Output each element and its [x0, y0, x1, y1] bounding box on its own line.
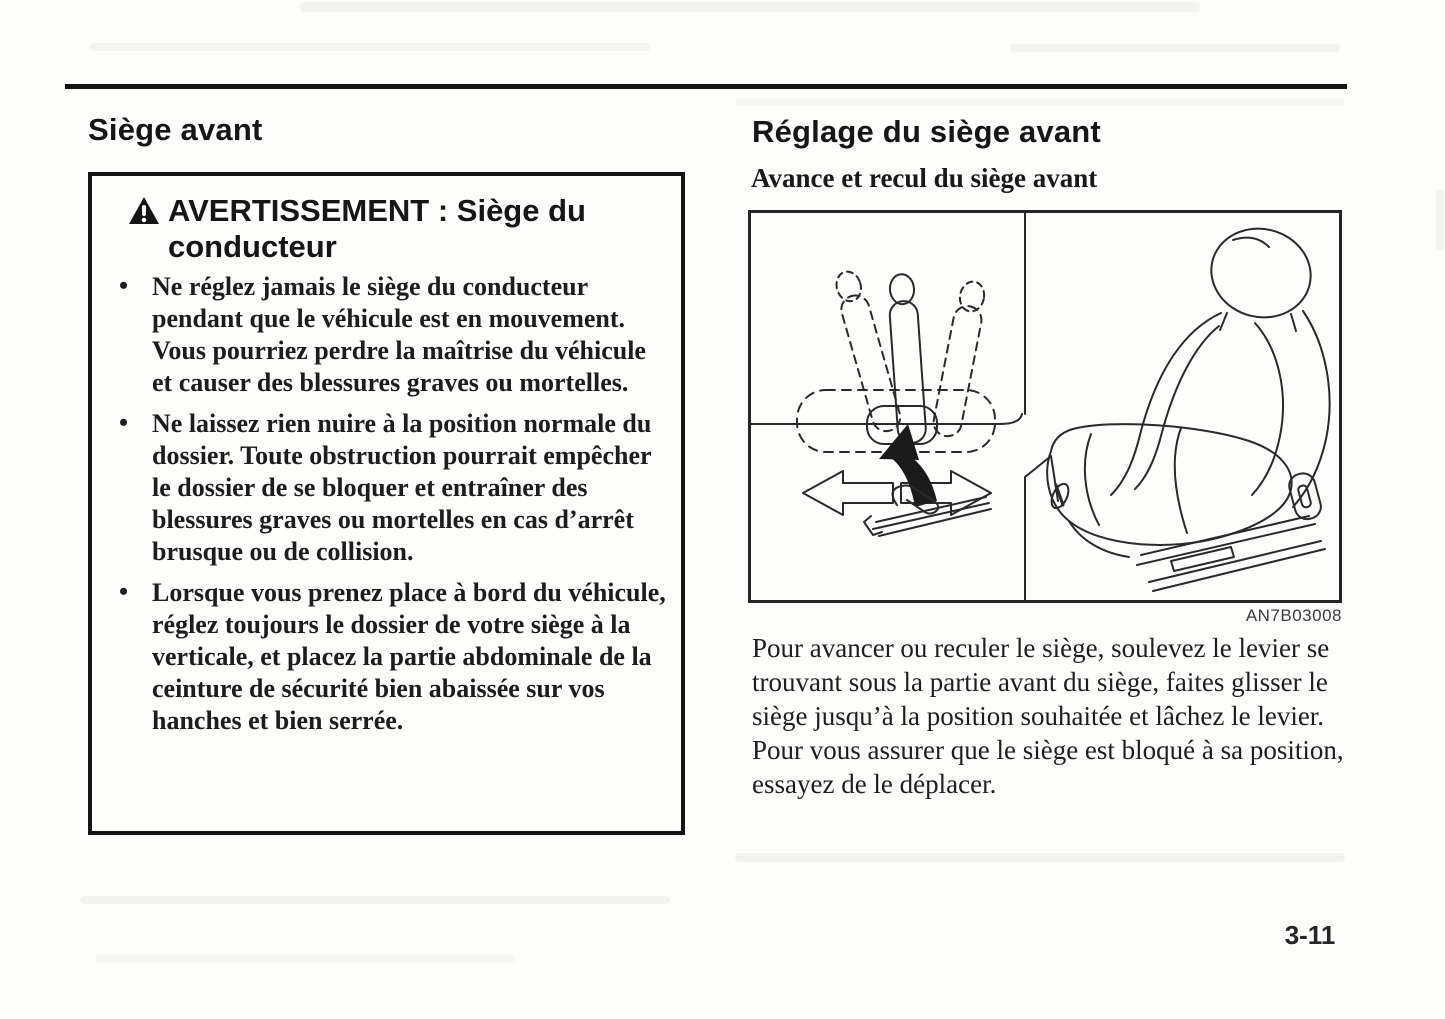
warning-bullet: • Ne réglez jamais le siège du conducteur pendant que le véhicule est en mouvement. Vous pourriez perdre la maîtrise du véhicule et causer des blessures graves ou mortelles.: [92, 271, 667, 399]
section-heading-siege-avant: Siège avant: [88, 112, 263, 147]
scan-artifact: [735, 99, 1345, 106]
seat-adjustment-illustration: [751, 213, 1339, 600]
page-number: 3-11: [1284, 920, 1336, 950]
warning-title-line1: AVERTISSEMENT : Siège du: [168, 193, 586, 228]
scan-artifact: [1436, 190, 1444, 250]
scan-artifact: [1010, 44, 1340, 52]
warning-title: [128, 193, 671, 265]
warning-title-line2: conducteur: [168, 229, 337, 264]
warning-bullet: • Lorsque vous prenez place à bord du véhicule, réglez toujours le dossier de votre siège à la verticale, et placez la partie abdominale de la ceinture de sécurité bien abaissée sur vos hanches et bien serrée.: [92, 577, 667, 737]
warning-bullet: • Ne laissez rien nuire à la position normale du dossier. Toute obstruction pourrait empêcher le dossier de se bloquer et entraîner des blessures graves ou mortelles en cas d’arrêt brusque ou de collision.: [92, 408, 667, 568]
figure-caption: AN7B03008: [1245, 606, 1342, 625]
scan-artifact: [300, 2, 1200, 12]
scan-artifact: [735, 853, 1345, 862]
scan-artifact: [95, 955, 515, 963]
page-top-rule: [65, 84, 1347, 89]
warning-bullet-list: [92, 271, 681, 737]
car-seat-drawing: [1047, 218, 1329, 591]
seat-adjustment-figure: [748, 210, 1342, 603]
lever-lift-diagram: [864, 424, 991, 536]
warning-triangle-icon: [128, 196, 160, 234]
warning-title-text: [168, 193, 586, 265]
section-heading-reglage: Réglage du siège avant: [752, 114, 1101, 149]
scan-artifact: [90, 43, 650, 51]
figure-subheading: Avance et recul du siège avant: [751, 163, 1098, 193]
warning-box: [88, 172, 685, 835]
scan-artifact: [80, 896, 670, 904]
adjustment-instructions-paragraph: Pour avancer ou reculer le siège, soulevez le levier se trouvant sous la partie avant du siège, faites glisser le siège jusqu’à la position souhaitée et lâchez le levier. Pour vous assurer que le siège est bloqué à sa position, essayez de le déplacer.: [752, 633, 1344, 799]
